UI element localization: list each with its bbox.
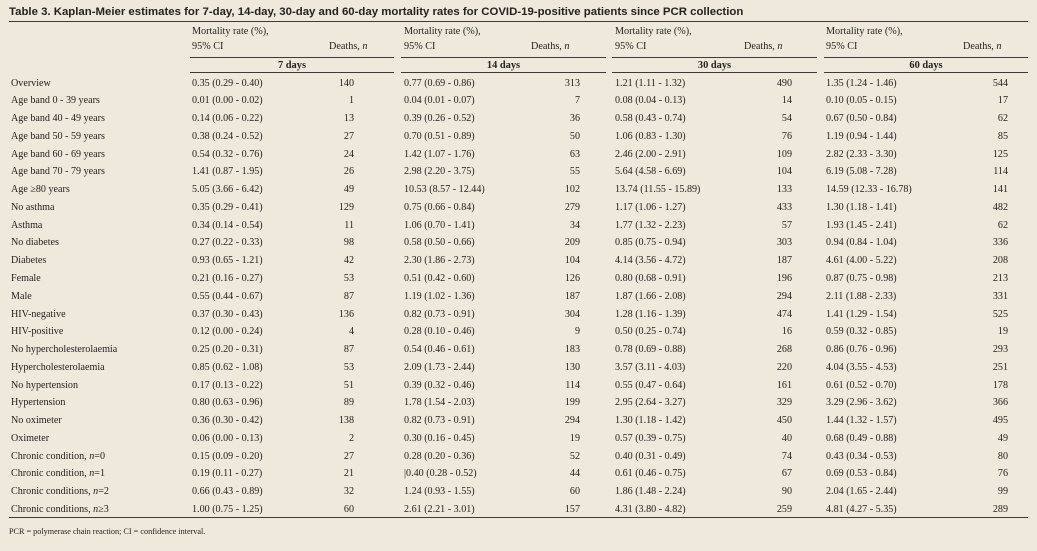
deaths-cell: 54 [781,113,792,124]
rate-ci-cell: 0.66 (0.43 - 0.89) [192,486,263,497]
rate-ci-cell: 1.17 (1.06 - 1.27) [615,202,686,213]
row-label: Hypercholesterolaemia [11,362,105,373]
row-label: No hypercholesterolaemia [11,344,118,355]
rate-ci-cell: 0.39 (0.26 - 0.52) [404,113,475,124]
period-rule-bottom-2 [612,72,817,73]
deaths-cell: 136 [338,309,354,320]
deaths-cell: 51 [343,380,354,391]
deaths-cell: 140 [338,78,354,89]
rate-ci-cell: 1.35 (1.24 - 1.46) [826,78,897,89]
deaths-cell: 60 [343,504,354,515]
row-label: HIV-negative [11,309,66,320]
ci-header: 95% CI [404,41,436,52]
row-label: Age band 40 - 49 years [11,113,105,124]
deaths-cell: 490 [776,78,792,89]
rate-ci-cell: 0.12 (0.00 - 0.24) [192,326,263,337]
rate-ci-cell: 1.87 (1.66 - 2.08) [615,291,686,302]
rate-ci-cell: 0.80 (0.63 - 0.96) [192,397,263,408]
deaths-cell: 157 [564,504,580,515]
row-label: Age band 70 - 79 years [11,166,105,177]
deaths-cell: 289 [992,504,1008,515]
deaths-cell: 294 [776,291,792,302]
deaths-cell: 161 [776,380,792,391]
mortality-rate-header: Mortality rate (%), [192,26,269,37]
row-label: No oximeter [11,415,62,426]
rate-ci-cell: 2.61 (2.21 - 3.01) [404,504,475,515]
mortality-rate-header: Mortality rate (%), [615,26,692,37]
deaths-cell: 60 [569,486,580,497]
deaths-cell: 67 [781,468,792,479]
rate-ci-cell: 0.58 (0.50 - 0.66) [404,237,475,248]
rate-ci-cell: 0.25 (0.20 - 0.31) [192,344,263,355]
deaths-cell: 2 [348,433,354,444]
deaths-cell: 178 [992,380,1008,391]
row-label: Male [11,291,32,302]
rate-ci-cell: 0.40 (0.31 - 0.49) [615,451,686,462]
rate-ci-cell: 0.50 (0.25 - 0.74) [615,326,686,337]
deaths-cell: 209 [564,237,580,248]
rate-ci-cell: 0.21 (0.16 - 0.27) [192,273,263,284]
deaths-cell: 36 [569,113,580,124]
rate-ci-cell: 2.46 (2.00 - 2.91) [615,149,686,160]
deaths-cell: 304 [564,309,580,320]
deaths-cell: 55 [569,166,580,177]
rate-ci-cell: 0.82 (0.73 - 0.91) [404,415,475,426]
rate-ci-cell: 2.09 (1.73 - 2.44) [404,362,475,373]
rate-ci-cell: 1.41 (1.29 - 1.54) [826,309,897,320]
deaths-cell: 62 [997,113,1008,124]
rate-ci-cell: 2.04 (1.65 - 2.44) [826,486,897,497]
rate-ci-cell: 1.00 (0.75 - 1.25) [192,504,263,515]
rate-ci-cell: 0.59 (0.32 - 0.85) [826,326,897,337]
rate-ci-cell: 0.85 (0.75 - 0.94) [615,237,686,248]
deaths-cell: 52 [569,451,580,462]
rate-ci-cell: 4.61 (4.00 - 5.22) [826,255,897,266]
rate-ci-cell: |0.40 (0.28 - 0.52) [404,468,477,479]
deaths-cell: 104 [564,255,580,266]
rate-ci-cell: 4.31 (3.80 - 4.82) [615,504,686,515]
deaths-cell: 9 [574,326,580,337]
deaths-header: Deaths, n [963,41,1002,52]
deaths-cell: 336 [992,237,1008,248]
deaths-cell: 17 [997,95,1008,106]
deaths-cell: 495 [992,415,1008,426]
rate-ci-cell: 0.75 (0.66 - 0.84) [404,202,475,213]
deaths-cell: 294 [564,415,580,426]
deaths-cell: 4 [348,326,354,337]
deaths-cell: 199 [564,397,580,408]
period-header-4: 60 days [909,60,943,71]
deaths-cell: 279 [564,202,580,213]
rate-ci-cell: 1.21 (1.11 - 1.32) [615,78,686,89]
rate-ci-cell: 1.77 (1.32 - 2.23) [615,220,686,231]
rate-ci-cell: 1.06 (0.83 - 1.30) [615,131,686,142]
deaths-cell: 259 [776,504,792,515]
deaths-cell: 331 [992,291,1008,302]
deaths-cell: 1 [348,95,354,106]
rate-ci-cell: 0.19 (0.11 - 0.27) [192,468,263,479]
deaths-cell: 213 [992,273,1008,284]
deaths-cell: 251 [992,362,1008,373]
row-label: No hypertension [11,380,78,391]
deaths-cell: 183 [564,344,580,355]
rate-ci-cell: 0.38 (0.24 - 0.52) [192,131,263,142]
rate-ci-cell: 0.37 (0.30 - 0.43) [192,309,263,320]
rate-ci-cell: 0.35 (0.29 - 0.41) [192,202,263,213]
rate-ci-cell: 0.82 (0.73 - 0.91) [404,309,475,320]
ci-header: 95% CI [192,41,224,52]
deaths-cell: 126 [564,273,580,284]
row-label: Asthma [11,220,43,231]
deaths-cell: 90 [781,486,792,497]
deaths-cell: 53 [343,273,354,284]
rate-ci-cell: 0.57 (0.39 - 0.75) [615,433,686,444]
row-label: Chronic condition, n=0 [11,451,106,462]
rate-ci-cell: 0.85 (0.62 - 1.08) [192,362,263,373]
deaths-cell: 104 [776,166,792,177]
deaths-cell: 87 [343,291,354,302]
rate-ci-cell: 1.41 (0.87 - 1.95) [192,166,263,177]
rate-ci-cell: 0.10 (0.05 - 0.15) [826,95,897,106]
rate-ci-cell: 0.27 (0.22 - 0.33) [192,237,263,248]
deaths-cell: 76 [997,468,1008,479]
row-label: Chronic conditions, n=2 [11,486,109,497]
row-label: Age band 0 - 39 years [11,95,100,106]
deaths-cell: 141 [992,184,1008,195]
deaths-cell: 99 [997,486,1008,497]
rate-ci-cell: 1.86 (1.48 - 2.24) [615,486,686,497]
rate-ci-cell: 2.30 (1.86 - 2.73) [404,255,475,266]
deaths-cell: 544 [992,78,1008,89]
deaths-cell: 49 [997,433,1008,444]
rate-ci-cell: 1.42 (1.07 - 1.76) [404,149,475,160]
rate-ci-cell: 0.67 (0.50 - 0.84) [826,113,897,124]
rate-ci-cell: 14.59 (12.33 - 16.78) [826,184,912,195]
rate-ci-cell: 0.86 (0.76 - 0.96) [826,344,897,355]
table-footnote: PCR = polymerase chain reaction; CI = confidence interval. [9,527,206,536]
rate-ci-cell: 0.77 (0.69 - 0.86) [404,78,475,89]
deaths-cell: 102 [564,184,580,195]
deaths-cell: 32 [343,486,354,497]
deaths-cell: 85 [997,131,1008,142]
rate-ci-cell: 0.58 (0.43 - 0.74) [615,113,686,124]
deaths-cell: 53 [343,362,354,373]
deaths-cell: 50 [569,131,580,142]
row-label: Chronic condition, n=1 [11,468,106,479]
rate-ci-cell: 0.51 (0.42 - 0.60) [404,273,475,284]
deaths-cell: 21 [343,468,354,479]
rate-ci-cell: 2.95 (2.64 - 3.27) [615,397,686,408]
rate-ci-cell: 1.93 (1.45 - 2.41) [826,220,897,231]
rate-ci-cell: 0.28 (0.10 - 0.46) [404,326,475,337]
rate-ci-cell: 0.28 (0.20 - 0.36) [404,451,475,462]
rate-ci-cell: 0.93 (0.65 - 1.21) [192,255,263,266]
deaths-cell: 7 [574,95,580,106]
deaths-cell: 303 [776,237,792,248]
period-rule-top-3 [824,57,1028,58]
rate-ci-cell: 1.30 (1.18 - 1.41) [826,202,897,213]
row-label: Overview [11,78,51,89]
rate-ci-cell: 2.98 (2.20 - 3.75) [404,166,475,177]
deaths-header: Deaths, n [744,41,783,52]
deaths-cell: 87 [343,344,354,355]
deaths-cell: 40 [781,433,792,444]
rate-ci-cell: 1.24 (0.93 - 1.55) [404,486,475,497]
period-rule-top-2 [612,57,817,58]
rate-ci-cell: 1.78 (1.54 - 2.03) [404,397,475,408]
deaths-cell: 49 [343,184,354,195]
deaths-cell: 16 [781,326,792,337]
rate-ci-cell: 0.54 (0.46 - 0.61) [404,344,475,355]
deaths-cell: 13 [343,113,354,124]
rate-ci-cell: 1.30 (1.18 - 1.42) [615,415,686,426]
rate-ci-cell: 0.15 (0.09 - 0.20) [192,451,263,462]
deaths-cell: 187 [564,291,580,302]
deaths-cell: 24 [343,149,354,160]
period-header-2: 14 days [486,60,521,71]
deaths-cell: 98 [343,237,354,248]
rate-ci-cell: 1.19 (0.94 - 1.44) [826,131,897,142]
rate-ci-cell: 0.78 (0.69 - 0.88) [615,344,686,355]
deaths-cell: 130 [564,362,580,373]
deaths-cell: 44 [569,468,580,479]
rate-ci-cell: 0.04 (0.01 - 0.07) [404,95,475,106]
rate-ci-cell: 0.14 (0.06 - 0.22) [192,113,263,124]
rate-ci-cell: 0.80 (0.68 - 0.91) [615,273,686,284]
row-label: Age band 50 - 59 years [11,131,105,142]
deaths-cell: 57 [781,220,792,231]
deaths-cell: 89 [343,397,354,408]
deaths-cell: 14 [781,95,792,106]
row-label: No diabetes [11,237,59,248]
deaths-cell: 366 [992,397,1008,408]
deaths-cell: 125 [992,149,1008,160]
deaths-cell: 208 [992,255,1008,266]
deaths-cell: 34 [569,220,580,231]
row-label: Female [11,273,41,284]
deaths-cell: 138 [338,415,354,426]
rate-ci-cell: 1.06 (0.70 - 1.41) [404,220,475,231]
deaths-cell: 313 [564,78,580,89]
mortality-rate-header: Mortality rate (%), [826,26,903,37]
rate-ci-cell: 4.14 (3.56 - 4.72) [615,255,686,266]
rate-ci-cell: 13.74 (11.55 - 15.89) [615,184,701,195]
row-label: No asthma [11,202,55,213]
rate-ci-cell: 3.57 (3.11 - 4.03) [615,362,686,373]
row-label: Age band 60 - 69 years [11,149,105,160]
rate-ci-cell: 5.05 (3.66 - 6.42) [192,184,263,195]
period-rule-bottom-0 [190,72,394,73]
top-rule [9,21,1028,22]
period-rule-bottom-1 [401,72,606,73]
rate-ci-cell: 0.55 (0.44 - 0.67) [192,291,263,302]
deaths-cell: 187 [776,255,792,266]
deaths-cell: 433 [776,202,792,213]
rate-ci-cell: 0.61 (0.46 - 0.75) [615,468,686,479]
ci-header: 95% CI [826,41,858,52]
period-header-3: 30 days [697,60,732,71]
period-rule-top-1 [401,57,606,58]
bottom-rule [9,517,1028,518]
row-label: Oximeter [11,433,50,444]
rate-ci-cell: 3.29 (2.96 - 3.62) [826,397,897,408]
rate-ci-cell: 0.70 (0.51 - 0.89) [404,131,475,142]
rate-ci-cell: 0.87 (0.75 - 0.98) [826,273,897,284]
period-rule-top-0 [190,57,394,58]
rate-ci-cell: 1.28 (1.16 - 1.39) [615,309,686,320]
deaths-cell: 63 [569,149,580,160]
rate-ci-cell: 5.64 (4.58 - 6.69) [615,166,686,177]
deaths-cell: 293 [992,344,1008,355]
rate-ci-cell: 0.55 (0.47 - 0.64) [615,380,686,391]
period-header-1: 7 days [277,60,306,71]
deaths-cell: 27 [343,131,354,142]
period-rule-bottom-3 [824,72,1028,73]
rate-ci-cell: 0.68 (0.49 - 0.88) [826,433,897,444]
deaths-header: Deaths, n [531,41,570,52]
deaths-cell: 76 [781,131,792,142]
deaths-cell: 11 [344,220,354,231]
rate-ci-cell: 1.19 (1.02 - 1.36) [404,291,475,302]
deaths-cell: 474 [776,309,792,320]
rate-ci-cell: 2.82 (2.33 - 3.30) [826,149,897,160]
rate-ci-cell: 10.53 (8.57 - 12.44) [404,184,485,195]
rate-ci-cell: 6.19 (5.08 - 7.28) [826,166,897,177]
rate-ci-cell: 0.01 (0.00 - 0.02) [192,95,263,106]
deaths-cell: 268 [776,344,792,355]
deaths-cell: 109 [776,149,792,160]
deaths-cell: 114 [993,166,1008,177]
deaths-cell: 220 [776,362,792,373]
deaths-cell: 26 [343,166,354,177]
rate-ci-cell: 0.34 (0.14 - 0.54) [192,220,263,231]
rate-ci-cell: 2.11 (1.88 - 2.33) [826,291,897,302]
rate-ci-cell: 0.30 (0.16 - 0.45) [404,433,475,444]
deaths-cell: 62 [997,220,1008,231]
row-label: Hypertension [11,397,66,408]
deaths-cell: 525 [992,309,1008,320]
rate-ci-cell: 0.08 (0.04 - 0.13) [615,95,686,106]
deaths-cell: 482 [992,202,1008,213]
row-label: Diabetes [11,255,47,266]
deaths-header: Deaths, n [329,41,368,52]
deaths-cell: 27 [343,451,354,462]
deaths-cell: 74 [781,451,792,462]
deaths-cell: 133 [776,184,792,195]
row-label: Chronic conditions, n≥3 [11,504,109,515]
rate-ci-cell: 0.61 (0.52 - 0.70) [826,380,897,391]
deaths-cell: 80 [997,451,1008,462]
deaths-cell: 129 [338,202,354,213]
rate-ci-cell: 4.81 (4.27 - 5.35) [826,504,897,515]
ci-header: 95% CI [615,41,647,52]
rate-ci-cell: 0.69 (0.53 - 0.84) [826,468,897,479]
rate-ci-cell: 0.39 (0.32 - 0.46) [404,380,475,391]
deaths-cell: 450 [776,415,792,426]
rate-ci-cell: 0.94 (0.84 - 1.04) [826,237,897,248]
deaths-cell: 329 [776,397,792,408]
rate-ci-cell: 0.06 (0.00 - 0.13) [192,433,263,444]
row-label: HIV-positive [11,326,64,337]
rate-ci-cell: 4.04 (3.55 - 4.53) [826,362,897,373]
deaths-cell: 19 [997,326,1008,337]
deaths-cell: 196 [776,273,792,284]
row-label: Age ≥80 years [11,184,70,195]
rate-ci-cell: 1.44 (1.32 - 1.57) [826,415,897,426]
rate-ci-cell: 0.17 (0.13 - 0.22) [192,380,263,391]
rate-ci-cell: 0.36 (0.30 - 0.42) [192,415,263,426]
deaths-cell: 19 [569,433,580,444]
deaths-cell: 42 [343,255,354,266]
rate-ci-cell: 0.43 (0.34 - 0.53) [826,451,897,462]
mortality-rate-header: Mortality rate (%), [404,26,481,37]
deaths-cell: 114 [565,380,580,391]
rate-ci-cell: 0.35 (0.29 - 0.40) [192,78,263,89]
table-title: Table 3. Kaplan-Meier estimates for 7-day, 14-day, 30-day and 60-day mortality rates for COVID-19-positive patients since PCR collection [9,6,744,18]
rate-ci-cell: 0.54 (0.32 - 0.76) [192,149,263,160]
